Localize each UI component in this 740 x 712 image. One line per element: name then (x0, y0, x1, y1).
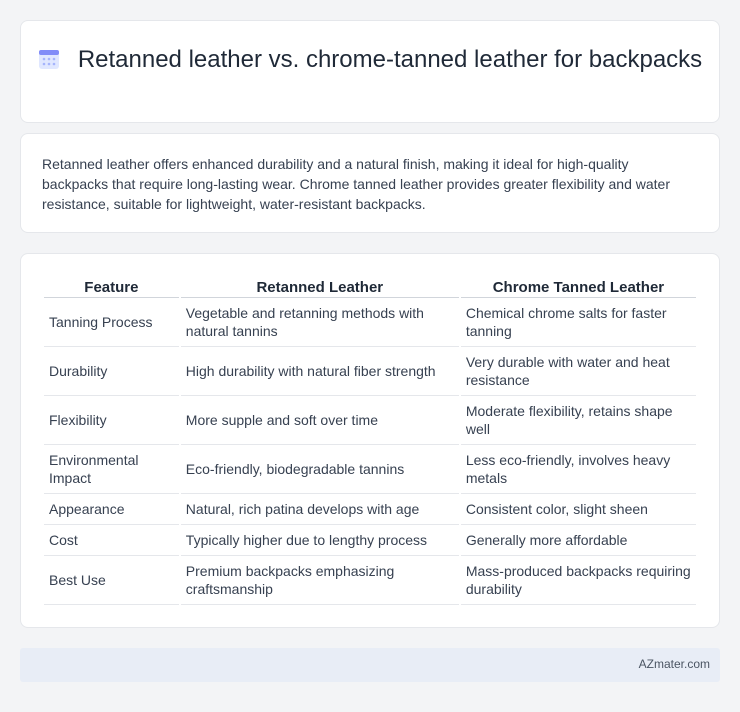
retanned-cell: Typically higher due to lengthy process (181, 525, 459, 556)
calendar-icon (38, 48, 60, 70)
comparison-table (42, 276, 698, 605)
summary-text: Retanned leather offers enhanced durability and a natural finish, making it ideal for high-quality backpacks that require long-lasting wear. Chrome tanned leather provides greater flexibility and water resistance, suitable for lightweight, water-resistant backpacks. (42, 156, 671, 212)
feature-cell: Appearance (44, 494, 179, 525)
table-row (44, 298, 696, 347)
retanned-cell: Premium backpacks emphasizing craftsmanship (181, 556, 459, 605)
table-header-row (44, 276, 696, 298)
footer-brand[interactable]: AZmater.com (638, 657, 710, 671)
table-row (44, 396, 696, 445)
retanned-cell: Eco-friendly, biodegradable tannins (181, 445, 459, 494)
feature-cell: Environmental Impact (44, 445, 179, 494)
page-title-wrap (21, 45, 719, 74)
chrome-cell: Consistent color, slight sheen (461, 494, 696, 525)
table-row (44, 556, 696, 605)
chrome-cell: Mass-produced backpacks requiring durability (461, 556, 696, 605)
chrome-cell: Less eco-friendly, involves heavy metals (461, 445, 696, 494)
retanned-cell: High durability with natural fiber strength (181, 347, 459, 396)
feature-cell: Best Use (44, 556, 179, 605)
comparison-table-card (20, 253, 720, 628)
feature-cell: Durability (44, 347, 179, 396)
table-row (44, 494, 696, 525)
feature-cell: Tanning Process (44, 298, 179, 347)
table-row (44, 445, 696, 494)
chrome-cell: Moderate flexibility, retains shape well (461, 396, 696, 445)
feature-cell: Flexibility (44, 396, 179, 445)
summary-card (20, 133, 720, 233)
feature-cell: Cost (44, 525, 179, 556)
chrome-cell: Very durable with water and heat resistance (461, 347, 696, 396)
footer-bar (20, 648, 720, 682)
table-row (44, 525, 696, 556)
header-retanned: Retanned Leather (181, 276, 459, 298)
page-title: Retanned leather vs. chrome-tanned leather for backpacks (77, 46, 703, 73)
retanned-cell: More supple and soft over time (181, 396, 459, 445)
chrome-cell: Chemical chrome salts for faster tanning (461, 298, 696, 347)
retanned-cell: Vegetable and retanning methods with natural tannins (181, 298, 459, 347)
table-row (44, 347, 696, 396)
title-card (20, 20, 720, 123)
header-feature: Feature (44, 276, 179, 298)
header-chrome: Chrome Tanned Leather (461, 276, 696, 298)
retanned-cell: Natural, rich patina develops with age (181, 494, 459, 525)
chrome-cell: Generally more affordable (461, 525, 696, 556)
